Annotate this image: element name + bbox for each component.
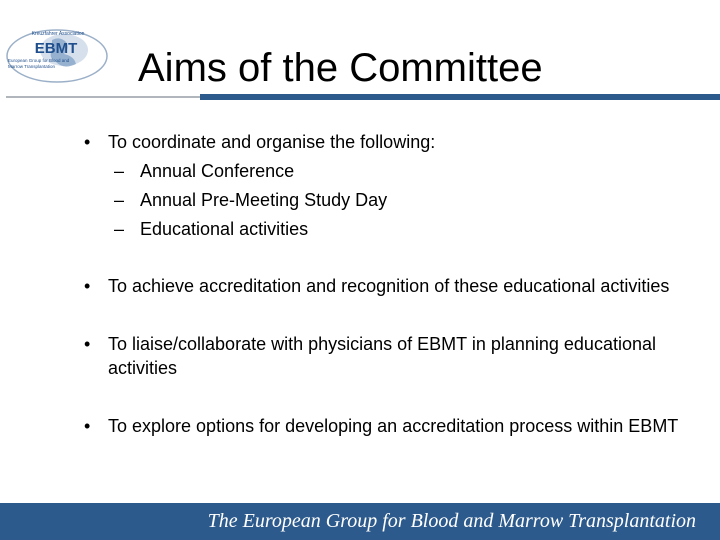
sub-item xyxy=(84,217,704,241)
bullet-glyph: • xyxy=(84,416,91,436)
footer-text: The European Group for Blood and Marrow Transplantation xyxy=(207,510,696,532)
dash-glyph: – xyxy=(114,219,125,239)
dash-glyph: – xyxy=(114,161,125,181)
sub-item xyxy=(84,159,704,183)
footer-banner xyxy=(0,503,720,540)
ebmt-logo-icon xyxy=(4,26,110,84)
bullet-item xyxy=(84,332,704,380)
title-divider-gray xyxy=(6,96,202,98)
logo-top-text: Kreuzfahrer Association xyxy=(31,31,85,37)
logo-line2-text: Marrow Transplantation xyxy=(8,64,56,69)
logo-main-text: EBMT xyxy=(34,40,78,57)
bullet-text: To coordinate and organise the following: xyxy=(108,132,436,152)
bullet-text: To achieve accreditation and recognition of these educational activities xyxy=(108,276,670,296)
sub-item xyxy=(84,188,704,212)
sub-item-text: Annual Pre-Meeting Study Day xyxy=(140,190,388,210)
title-divider-blue xyxy=(200,94,720,100)
bullet-glyph: • xyxy=(84,132,91,152)
bullet-item xyxy=(84,274,704,298)
logo-line1-text: European Group for Blood and xyxy=(8,58,70,63)
sub-item-text: Annual Conference xyxy=(140,161,295,181)
bullet-glyph: • xyxy=(84,276,91,296)
bullet-text: To liaise/collaborate with physicians of EBMT in planning educational activities xyxy=(108,334,656,378)
bullet-item xyxy=(84,130,704,154)
bullet-item xyxy=(84,414,704,438)
dash-glyph: – xyxy=(114,190,125,210)
slide-content xyxy=(84,130,704,438)
slide-title: Aims of the Committee xyxy=(138,46,543,90)
bullet-glyph: • xyxy=(84,334,91,354)
bullet-text: To explore options for developing an accreditation process within EBMT xyxy=(108,416,679,436)
sub-item-text: Educational activities xyxy=(140,219,309,239)
